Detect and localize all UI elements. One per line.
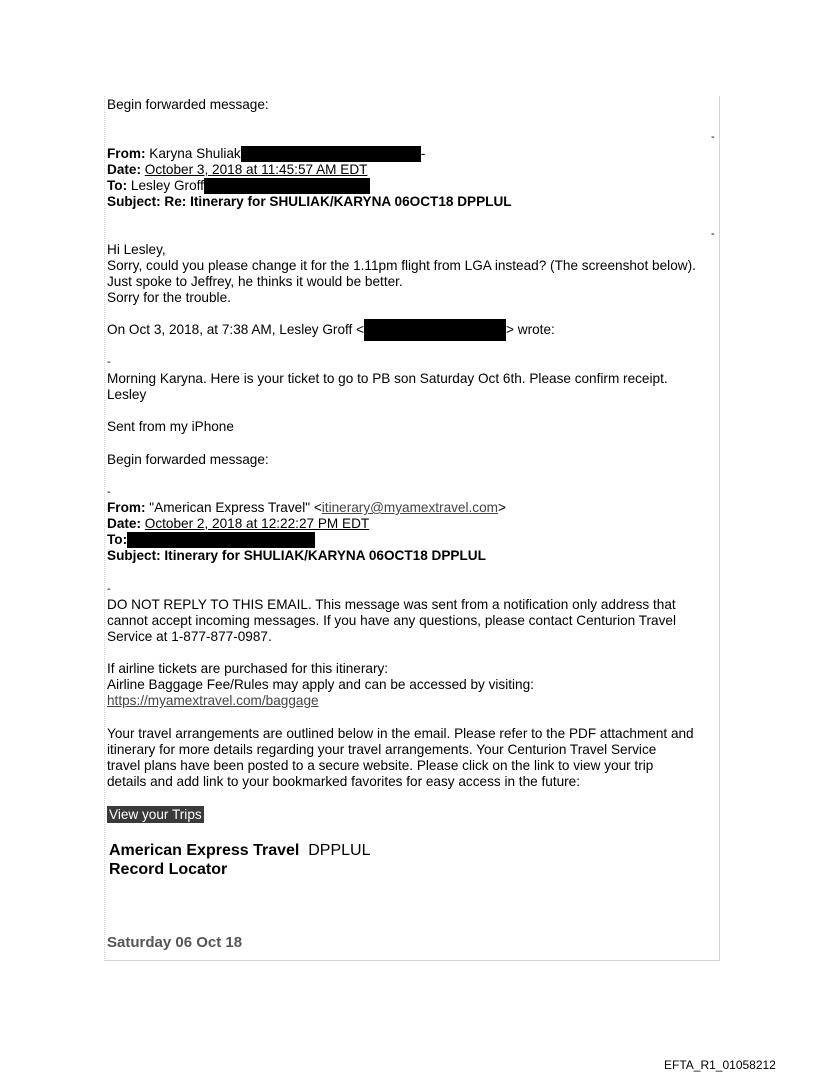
notice-line: cannot accept incoming messages. If you have any questions, please contact Centurion Travel [107,613,676,628]
separator-dash: - [107,356,111,368]
document-id: EFTA_R1_01058212 [664,1058,776,1072]
reply-line: Just spoke to Jeffrey, he thinks it would be better. [107,274,403,289]
reply-line: Sorry, could you please change it for the 1.11pm flight from LGA instead? (The screenshot below). [107,258,696,273]
record-locator-label: Record Locator [109,861,228,878]
baggage-line: Airline Baggage Fee/Rules may apply and can be accessed by visiting: [107,677,534,692]
lesley-signature: Lesley [107,387,147,402]
fwd1-date-value: October 3, 2018 at 11:45:57 AM EDT [144,162,368,177]
arrangements-line: itinerary for more details regarding your travel arrangements. Your Centurion Travel Service [107,742,657,757]
separator-dash: - [711,131,715,143]
baggage-link-row [107,693,319,709]
fwd2-subject: Subject: Itinerary for SHULIAK/KARYNA 06OCT18 DPPLUL [107,548,486,563]
forward-intro-2: Begin forwarded message: [107,452,269,467]
fwd2-to: To: [107,532,315,548]
reply-line: Sorry for the trouble. [107,290,231,305]
reply-greeting: Hi Lesley, [107,242,166,257]
redaction-bar [241,146,421,162]
fwd2-date: Date: October 2, 2018 at 12:22:27 PM EDT [107,516,370,531]
arrangements-line: details and add link to your bookmarked favorites for easy access in the future: [107,774,581,789]
fwd2-from: From: "American Express Travel" <itinerary@myamextravel.com> [107,500,506,515]
fwd2-date-value: October 2, 2018 at 12:22:27 PM EDT [144,516,370,531]
redaction-bar [127,532,315,548]
notice-line: DO NOT REPLY TO THIS EMAIL. This message was sent from a notification only address that [107,597,676,612]
fwd1-subject: Subject: Re: Itinerary for SHULIAK/KARYNA 06OCT18 DPPLUL [107,194,512,209]
separator-dash: - [107,583,111,595]
fwd1-from-value: Karyna Shuliak [149,146,241,161]
baggage-line: If airline tickets are purchased for this itinerary: [107,661,389,676]
redaction-bar [364,319,506,341]
notice-line: Service at 1-877-877-0987. [107,629,272,644]
fwd2-subject-value: Itinerary for SHULIAK/KARYNA 06OCT18 DPPLUL [164,548,486,563]
arrangements-line: travel plans have been posted to a secure website. Please click on the link to view your trip [107,758,654,773]
record-locator-code: DPPLUL [308,842,371,859]
view-trips-button[interactable]: View your Trips [109,807,202,822]
lesley-line: Morning Karyna. Here is your ticket to go to PB son Saturday Oct 6th. Please confirm receipt. [107,371,668,386]
separator-dash: - [711,228,715,240]
separator-dash: - [107,486,111,498]
sent-from: Sent from my iPhone [107,419,234,434]
fwd1-from: From: Karyna Shuliak - [107,146,426,161]
quote-header: On Oct 3, 2018, at 7:38 AM, Lesley Groff < > wrote: [107,322,555,341]
fwd1-to: To: Lesley Groff [107,178,370,194]
arrangements-line: Your travel arrangements are outlined below in the email. Please refer to the PDF attachment and [107,726,694,741]
fwd1-subject-value: Re: Itinerary for SHULIAK/KARYNA 06OCT18 DPPLUL [164,194,512,209]
fwd2-from-email-link[interactable]: itinerary@myamextravel.com [321,500,498,515]
redaction-bar [204,178,370,194]
agency-name: American Express Travel [109,842,300,859]
locator-row [109,841,370,860]
trip-date-header: Saturday 06 Oct 18 [107,934,243,951]
forward-intro: Begin forwarded message: [107,97,269,112]
fwd1-date: Date: October 3, 2018 at 11:45:57 AM EDT [107,162,368,177]
baggage-link[interactable]: https://myamextravel.com/baggage [107,693,319,708]
fwd2-from-value: "American Express Travel" [149,500,311,515]
fwd1-to-value: Lesley Groff [130,178,204,193]
